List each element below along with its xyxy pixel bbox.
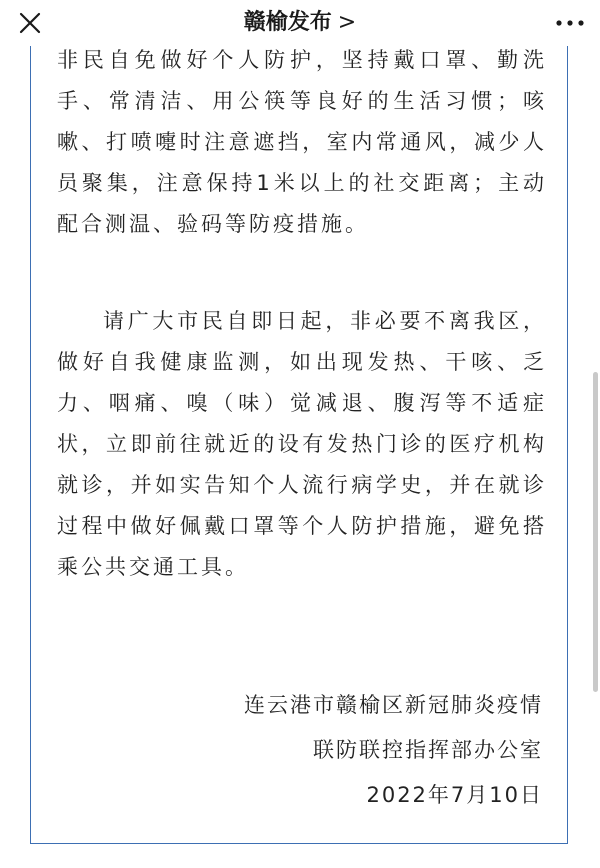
more-dots-icon: [554, 12, 586, 34]
article-frame: [30, 30, 568, 844]
top-navbar: [0, 0, 600, 46]
scrollbar-thumb[interactable]: [593, 372, 598, 692]
signature-date: 2022年7月10日: [366, 783, 543, 807]
account-title-link[interactable]: [0, 10, 600, 36]
article-paragraph-2: 请广大市民自即日起，非必要不离我区，做好自我健康监测，如出现发热、干咳、乏力、咽痛、嗅（味）觉减退、腹泻等不适症状，立即前往就近的设有发热门诊的医疗机构就诊，并如实告知个人流行病学史，并在就诊过程中做好佩戴口罩等个人防护措施，避免搭乘公共交通工具。: [57, 309, 547, 579]
chevron-right-icon: >: [337, 10, 357, 35]
account-title: 赣榆发布: [243, 10, 332, 35]
signature-line-1: 连云港市赣榆区新冠肺炎疫情: [244, 693, 543, 717]
signature-line-2: 联防联控指挥部办公室: [313, 738, 543, 762]
article-paragraph-1: 非民自免做好个人防护，坚持戴口罩、勤洗手、常清洁、用公筷等良好的生活习惯；咳嗽、打喷嚏时注意遮挡，室内常通风，减少人员聚集，注意保持1米以上的社交距离；主动配合测温、验码等防疫措施。: [57, 48, 547, 236]
more-button[interactable]: [554, 12, 586, 34]
